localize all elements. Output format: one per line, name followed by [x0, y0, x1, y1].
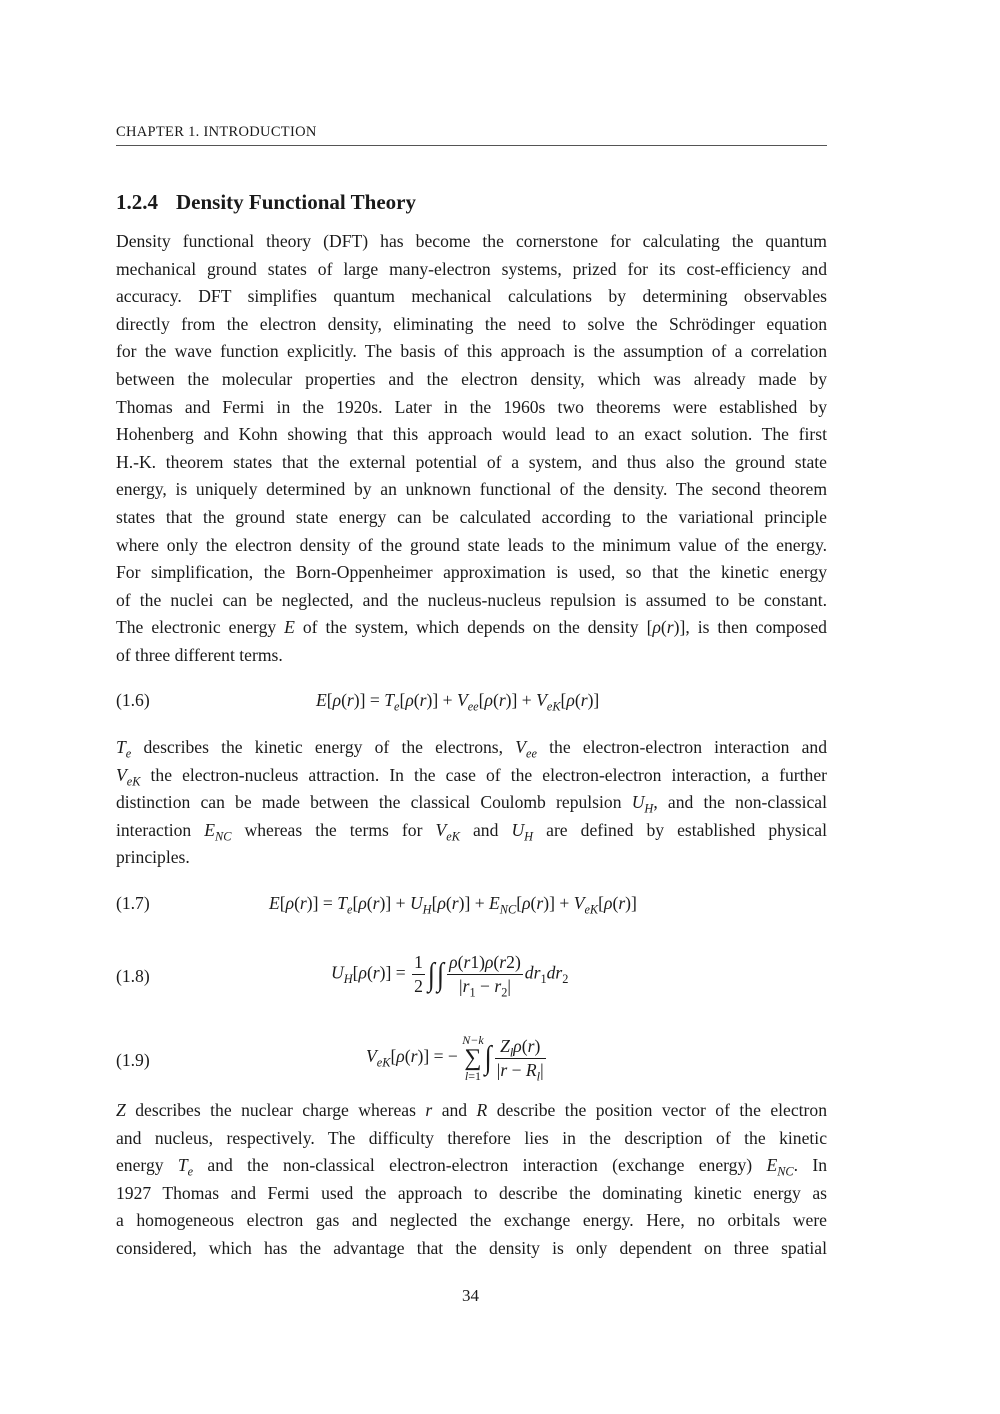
- section-heading: [116, 190, 416, 215]
- equation-label: (1.8): [116, 966, 150, 986]
- running-header: CHAPTER 1. INTRODUCTION: [116, 124, 827, 146]
- text-line: Z describes the nuclear charge whereas r and R describe the position vector of the electron: [116, 1100, 827, 1120]
- text-line: where only the electron density of the ground state leads to the minimum value of the energy.: [116, 534, 827, 555]
- text-line: interaction $E_{NC}$ whereas the terms for $V_{eK}$ and $U_H$ are defined by established physical: [116, 819, 827, 844]
- text-line: mechanical ground states of large many-electron systems, prized for its cost-efficiency and: [116, 258, 827, 279]
- text-line: principles.: [116, 847, 190, 868]
- paragraph-energy-terms: [116, 734, 827, 872]
- text-line: of three different terms.: [116, 644, 283, 665]
- equation-body: $E[\rho(r)] = T_e[\rho(r)] + U_H[\rho(r)] + E_{NC}[\rho(r)] + V_{eK}[\rho(r)]$: [269, 893, 637, 917]
- text-line: energy $T_e$ and the non-classical electron-electron interaction (exchange energy) $E_{NC}$. In: [116, 1155, 827, 1179]
- equation-body: $V_{eK}[\rho(r)]$ = − N−k ∑ l=1 ∫ $\frac{Z_l\rho(r)}{|r - R_l|}$: [366, 1033, 544, 1083]
- equation-1-7: [116, 893, 827, 933]
- text-line: distinction can be made between the classical Coulomb repulsion $U_H$, and the non-classical: [116, 792, 827, 816]
- section-number: 1.2.4: [116, 190, 158, 214]
- text-line: between the molecular properties and the electron density, which was already made by: [116, 368, 827, 389]
- text-line: accuracy. DFT simplifies quantum mechanical calculations by determining observables: [116, 286, 827, 307]
- text-line: $V_{eK}$ the electron-nucleus attraction. In the case of the electron-electron interaction, a further: [116, 764, 827, 788]
- equation-body: $E[\rho(r)] = T_e[\rho(r)] + V_{ee}[\rho(r)] + V_{eK}[\rho(r)]$: [316, 690, 600, 714]
- text-line: energy, is uniquely determined by an unknown functional of the density. The second theorem: [116, 479, 827, 500]
- text-line: Density functional theory (DFT) has become the cornerstone for calculating the quantum: [116, 231, 827, 251]
- text-line: directly from the electron density, eliminating the need to solve the Schrödinger equation: [116, 313, 827, 334]
- text-line: and nucleus, respectively. The difficulty therefore lies in the description of the kinetic: [116, 1127, 827, 1148]
- text-line: $T_e$ describes the kinetic energy of the electrons, $V_{ee}$ the electron-electron interaction and: [116, 737, 828, 761]
- equation-1-9: [116, 1034, 827, 1090]
- paragraph-thomas-fermi: [116, 1097, 827, 1263]
- equation-label: (1.9): [116, 1050, 150, 1070]
- equation-label: (1.6): [116, 690, 150, 710]
- text-line: for the wave function explicitly. The basis of this approach is the assumption of a correlation: [116, 341, 827, 362]
- equation-1-6: [116, 690, 827, 730]
- text-line: Hohenberg and Kohn showing that this approach would lead to an exact solution. The first: [116, 424, 827, 445]
- equation-body: $U_H[\rho(r)]$ = $\frac{1}{2}$ ∫∫ $\frac{\rho(r1)\rho(r2)}{|r_1 - r_2|}$ $dr_1dr_2$: [331, 952, 569, 1000]
- text-line: Thomas and Fermi in the 1920s. Later in the 1960s two theorems were established by: [116, 396, 827, 417]
- page-number: 34: [462, 1286, 479, 1305]
- text-line: For simplification, the Born-Oppenheimer approximation is used, so that the kinetic energy: [116, 562, 827, 583]
- paragraph-dft-intro: [116, 228, 827, 670]
- text-line: The electronic energy E of the system, which depends on the density [ρ(r)], is then composed: [116, 617, 827, 638]
- equation-1-8: [116, 952, 827, 1002]
- text-line: states that the ground state energy can be calculated according to the variational principle: [116, 506, 827, 527]
- text-line: of the nuclei can be neglected, and the nucleus-nucleus repulsion is assumed to be constant.: [116, 589, 827, 610]
- text-line: considered, which has the advantage that the density is only dependent on three spatial: [116, 1237, 827, 1258]
- text-line: a homogeneous electron gas and neglected the exchange energy. Here, no orbitals were: [116, 1210, 827, 1231]
- equation-label: (1.7): [116, 893, 150, 913]
- text-line: H.-K. theorem states that the external potential of a system, and thus also the ground state: [116, 451, 827, 472]
- text-line: 1927 Thomas and Fermi used the approach to describe the dominating kinetic energy as: [116, 1182, 827, 1203]
- section-title: Density Functional Theory: [176, 190, 416, 214]
